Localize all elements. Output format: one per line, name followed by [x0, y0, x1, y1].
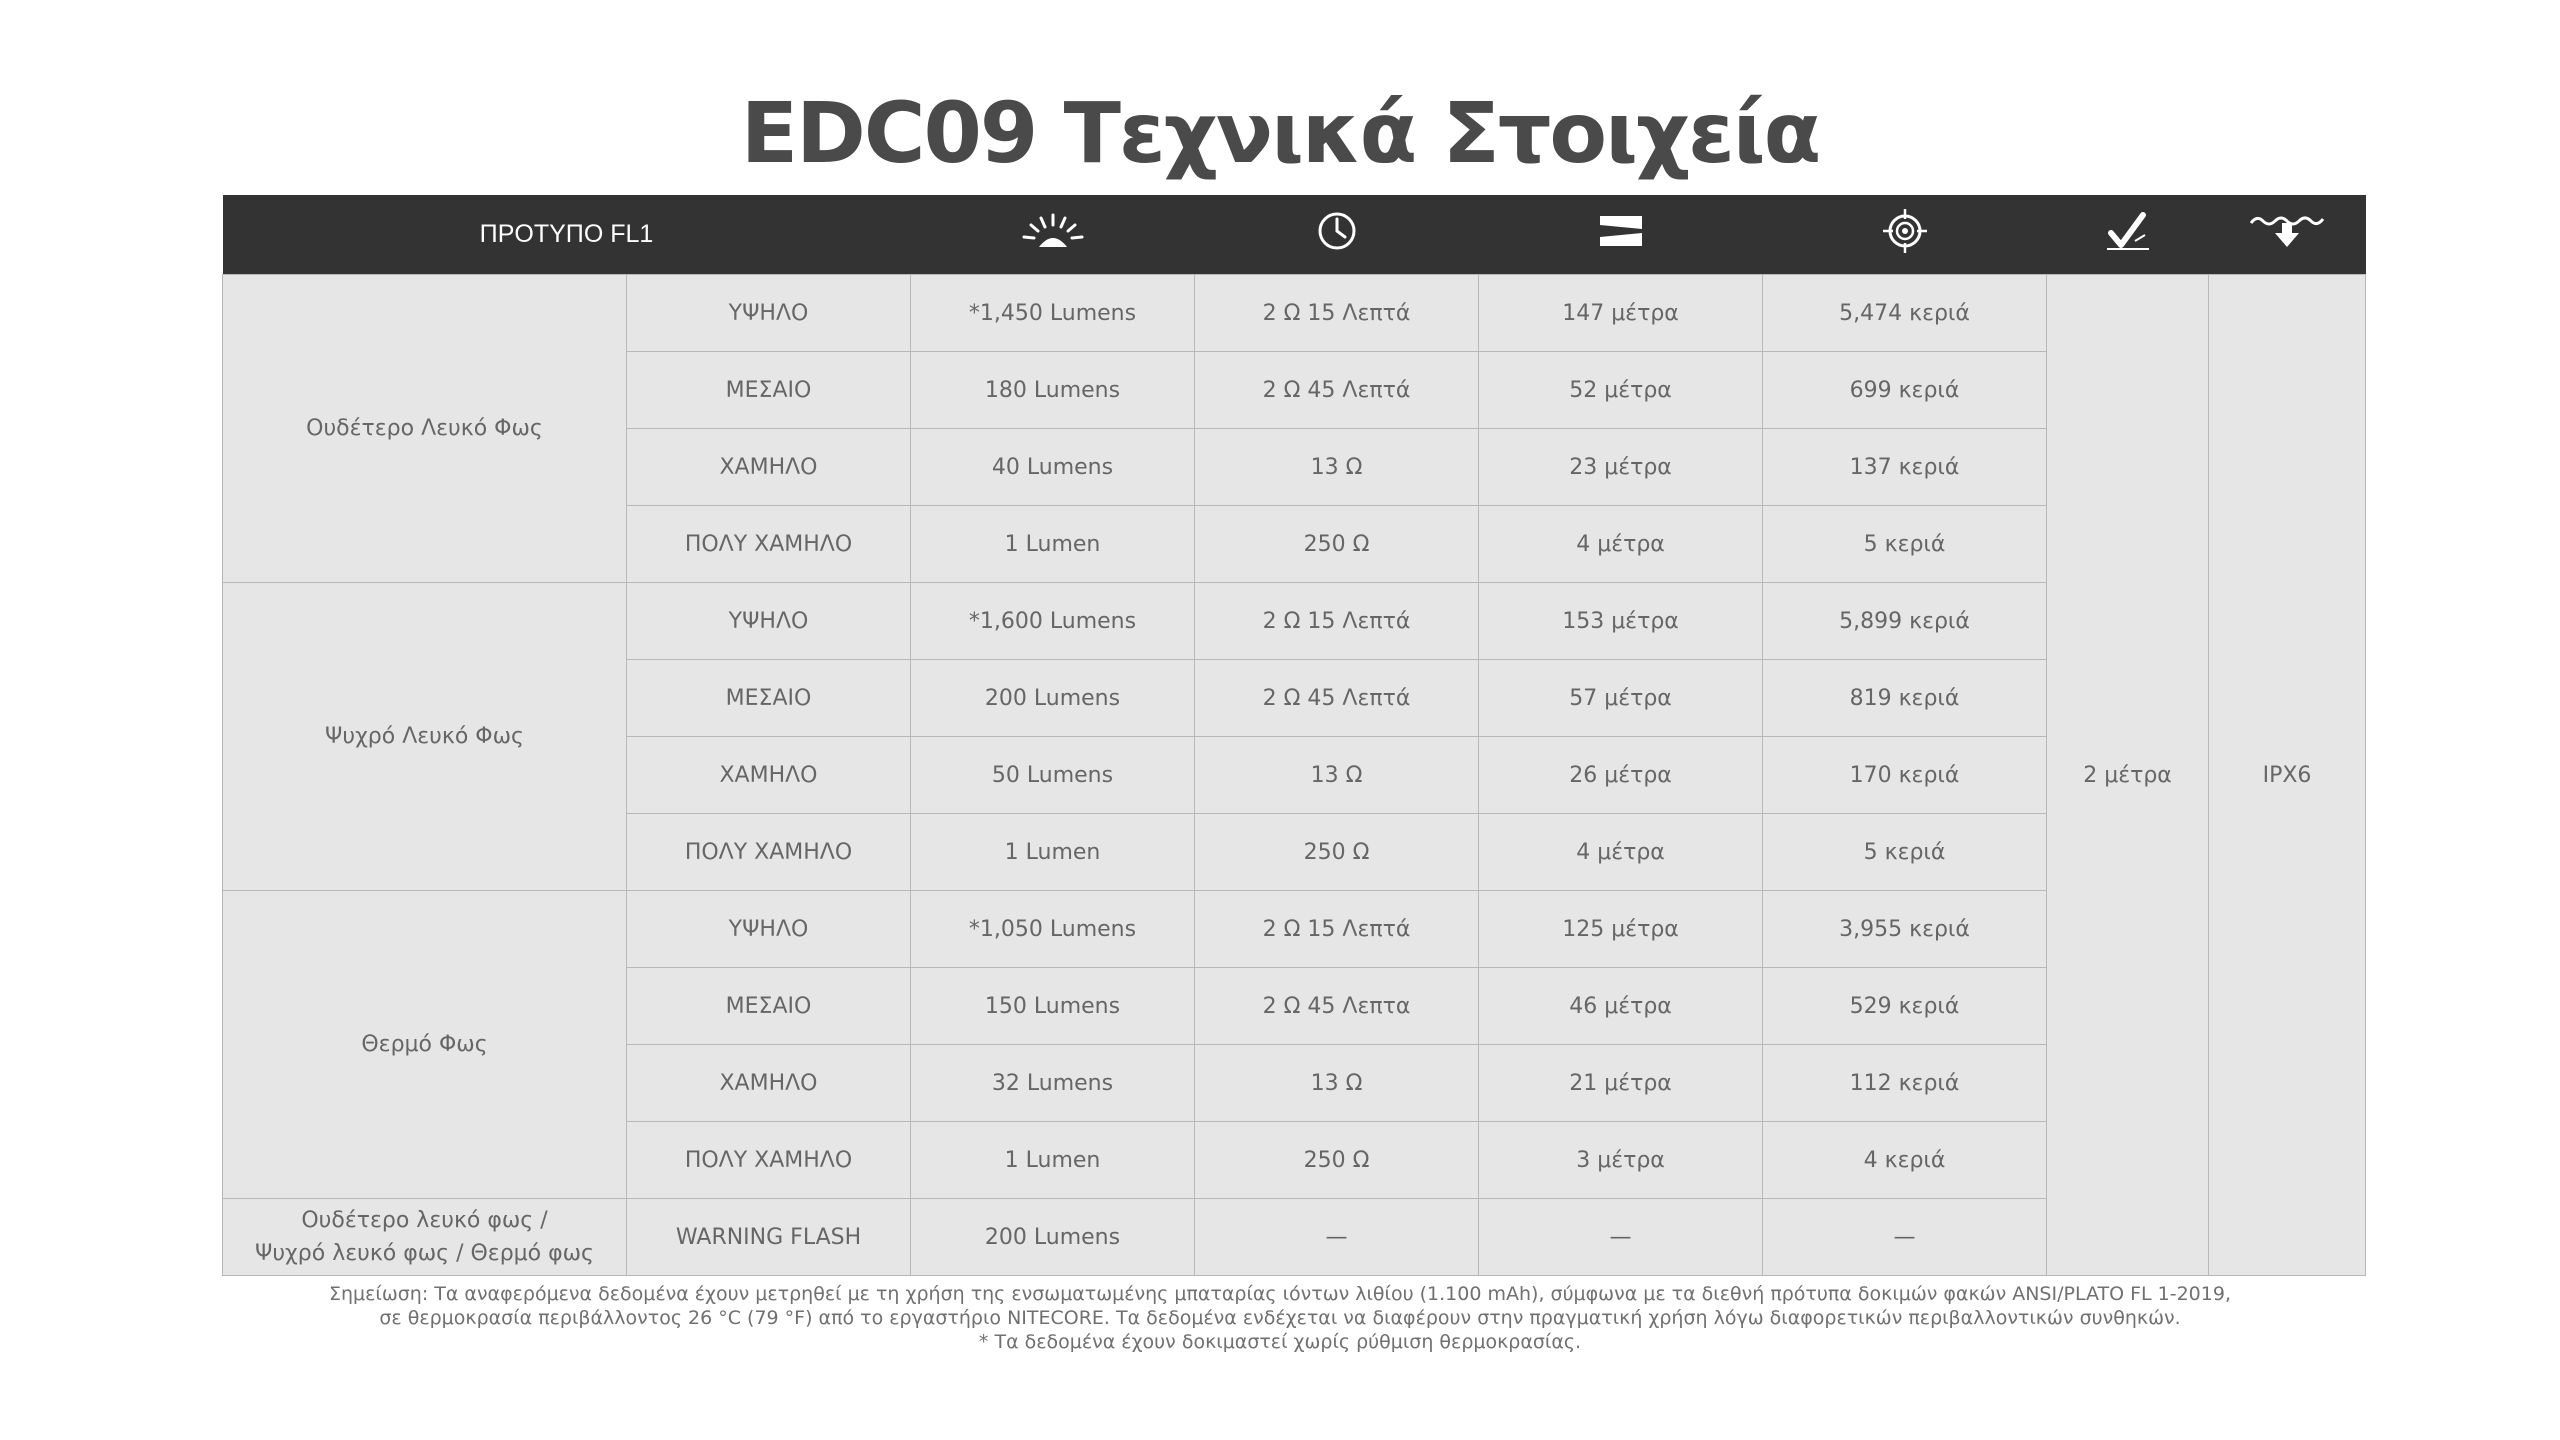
- intensity-cell: —: [1763, 1199, 2047, 1276]
- header-impact-resistance: [2047, 195, 2209, 275]
- intensity-cell: 529 κεριά: [1763, 968, 2047, 1045]
- runtime-cell: 2 Ω 15 Λεπτά: [1195, 891, 1479, 968]
- output-cell: 150 Lumens: [911, 968, 1195, 1045]
- distance-cell: 23 μέτρα: [1479, 429, 1763, 506]
- runtime-cell: 2 Ω 15 Λεπτά: [1195, 583, 1479, 660]
- runtime-cell: 2 Ω 45 Λεπτά: [1195, 660, 1479, 737]
- distance-cell: 153 μέτρα: [1479, 583, 1763, 660]
- header-peak-intensity: [1763, 195, 2047, 275]
- output-cell: *1,600 Lumens: [911, 583, 1195, 660]
- distance-cell: 125 μέτρα: [1479, 891, 1763, 968]
- output-cell: 1 Lumen: [911, 814, 1195, 891]
- distance-cell: 57 μέτρα: [1479, 660, 1763, 737]
- mode-cell: ΜΕΣΑΙΟ: [627, 968, 911, 1045]
- distance-cell: 52 μέτρα: [1479, 352, 1763, 429]
- intensity-cell: 699 κεριά: [1763, 352, 2047, 429]
- distance-cell: 4 μέτρα: [1479, 506, 1763, 583]
- distance-cell: 3 μέτρα: [1479, 1122, 1763, 1199]
- runtime-cell: 2 Ω 15 Λεπτά: [1195, 275, 1479, 352]
- mode-cell: ΠΟΛΥ ΧΑΜΗΛΟ: [627, 506, 911, 583]
- output-cell: 200 Lumens: [911, 660, 1195, 737]
- intensity-cell: 819 κεριά: [1763, 660, 2047, 737]
- intensity-cell: 5 κεριά: [1763, 814, 2047, 891]
- intensity-cell: 3,955 κεριά: [1763, 891, 2047, 968]
- intensity-cell: 137 κεριά: [1763, 429, 2047, 506]
- output-cell: 1 Lumen: [911, 1122, 1195, 1199]
- header-waterproof: [2209, 195, 2366, 275]
- mode-cell: ΥΨΗΛΟ: [627, 275, 911, 352]
- output-cell: 180 Lumens: [911, 352, 1195, 429]
- distance-cell: 46 μέτρα: [1479, 968, 1763, 1045]
- runtime-cell: 250 Ω: [1195, 814, 1479, 891]
- beam-distance-icon: [1598, 214, 1644, 255]
- group-name-cell: Ψυχρό Λευκό Φως: [223, 583, 627, 891]
- runtime-cell: —: [1195, 1199, 1479, 1276]
- specs-table: [222, 195, 2366, 1276]
- footnote: [0, 1282, 2560, 1354]
- mode-cell: ΥΨΗΛΟ: [627, 891, 911, 968]
- group-name-cell: [223, 1199, 627, 1276]
- mode-cell: ΥΨΗΛΟ: [627, 583, 911, 660]
- intensity-cell: 5,474 κεριά: [1763, 275, 2047, 352]
- output-cell: *1,450 Lumens: [911, 275, 1195, 352]
- warning-row: [223, 1199, 2366, 1276]
- header-brightness: [911, 195, 1195, 275]
- runtime-cell: 13 Ω: [1195, 1045, 1479, 1122]
- header-runtime: [1195, 195, 1479, 275]
- intensity-cell: 112 κεριά: [1763, 1045, 2047, 1122]
- table-row: [223, 275, 2366, 352]
- mode-cell: ΧΑΜΗΛΟ: [627, 1045, 911, 1122]
- mode-cell: ΜΕΣΑΙΟ: [627, 660, 911, 737]
- header-beam-distance: [1479, 195, 1763, 275]
- distance-cell: —: [1479, 1199, 1763, 1276]
- brightness-icon: [1021, 211, 1085, 258]
- mode-cell: ΜΕΣΑΙΟ: [627, 352, 911, 429]
- table-header-row: [223, 195, 2366, 275]
- intensity-cell: 170 κεριά: [1763, 737, 2047, 814]
- impact-resistance-icon: [2105, 211, 2151, 258]
- output-cell: *1,050 Lumens: [911, 891, 1195, 968]
- distance-cell: 21 μέτρα: [1479, 1045, 1763, 1122]
- distance-cell: 26 μέτρα: [1479, 737, 1763, 814]
- group-name-line: Ουδέτερο λευκό φως /: [301, 1208, 548, 1233]
- waterproof-cell: IPX6: [2209, 275, 2366, 1276]
- table-row: [223, 583, 2366, 660]
- mode-cell: ΠΟΛΥ ΧΑΜΗΛΟ: [627, 814, 911, 891]
- runtime-clock-icon: [1316, 210, 1358, 259]
- runtime-cell: 250 Ω: [1195, 1122, 1479, 1199]
- header-standard-label: ΠΡΟΤΥΠΟ FL1: [223, 195, 911, 275]
- footnote-line: σε θερμοκρασία περιβάλλοντος 26 °C (79 °F) από το εργαστήριο NITECORE. Τα δεδομένα ενδέχεται να διαφέρουν στην πραγματική χρήση λόγω διαφορετικών περιβαλλοντικών συνθηκών.: [379, 1307, 2181, 1329]
- output-cell: 1 Lumen: [911, 506, 1195, 583]
- group-name-line: Ψυχρό λευκό φως / Θερμό φως: [255, 1241, 594, 1266]
- runtime-cell: 2 Ω 45 Λεπτα: [1195, 968, 1479, 1045]
- runtime-cell: 2 Ω 45 Λεπτά: [1195, 352, 1479, 429]
- runtime-cell: 13 Ω: [1195, 737, 1479, 814]
- page-title: EDC09 Τεχνικά Στοιχεία: [740, 84, 1820, 182]
- table-body: [223, 275, 2366, 1276]
- runtime-cell: 13 Ω: [1195, 429, 1479, 506]
- intensity-cell: 5,899 κεριά: [1763, 583, 2047, 660]
- output-cell: 40 Lumens: [911, 429, 1195, 506]
- intensity-cell: 5 κεριά: [1763, 506, 2047, 583]
- group-name-cell: Ουδέτερο Λευκό Φως: [223, 275, 627, 583]
- output-cell: 32 Lumens: [911, 1045, 1195, 1122]
- runtime-cell: 250 Ω: [1195, 506, 1479, 583]
- distance-cell: 147 μέτρα: [1479, 275, 1763, 352]
- intensity-cell: 4 κεριά: [1763, 1122, 2047, 1199]
- output-cell: 200 Lumens: [911, 1199, 1195, 1276]
- table-row: [223, 891, 2366, 968]
- peak-intensity-target-icon: [1882, 208, 1928, 261]
- mode-cell: ΠΟΛΥ ΧΑΜΗΛΟ: [627, 1122, 911, 1199]
- mode-cell: ΧΑΜΗΛΟ: [627, 429, 911, 506]
- mode-cell: ΧΑΜΗΛΟ: [627, 737, 911, 814]
- output-cell: 50 Lumens: [911, 737, 1195, 814]
- footnote-line: Σημείωση: Τα αναφερόμενα δεδομένα έχουν μετρηθεί με τη χρήση της ενσωματωμένης μπαταρίας ιόντων λιθίου (1.100 mAh), σύμφωνα με τα διεθνή πρότυπα δοκιμών φακών ANSI/PLATO FL 1-2019,: [328, 1283, 2231, 1305]
- impact-resistance-cell: 2 μέτρα: [2047, 275, 2209, 1276]
- mode-cell: WARNING FLASH: [627, 1199, 911, 1276]
- group-name-cell: Θερμό Φως: [223, 891, 627, 1199]
- distance-cell: 4 μέτρα: [1479, 814, 1763, 891]
- waterproof-icon: [2249, 211, 2325, 258]
- footnote-line: * Τα δεδομένα έχουν δοκιμαστεί χωρίς ρύθμιση θερμοκρασίας.: [978, 1331, 1582, 1353]
